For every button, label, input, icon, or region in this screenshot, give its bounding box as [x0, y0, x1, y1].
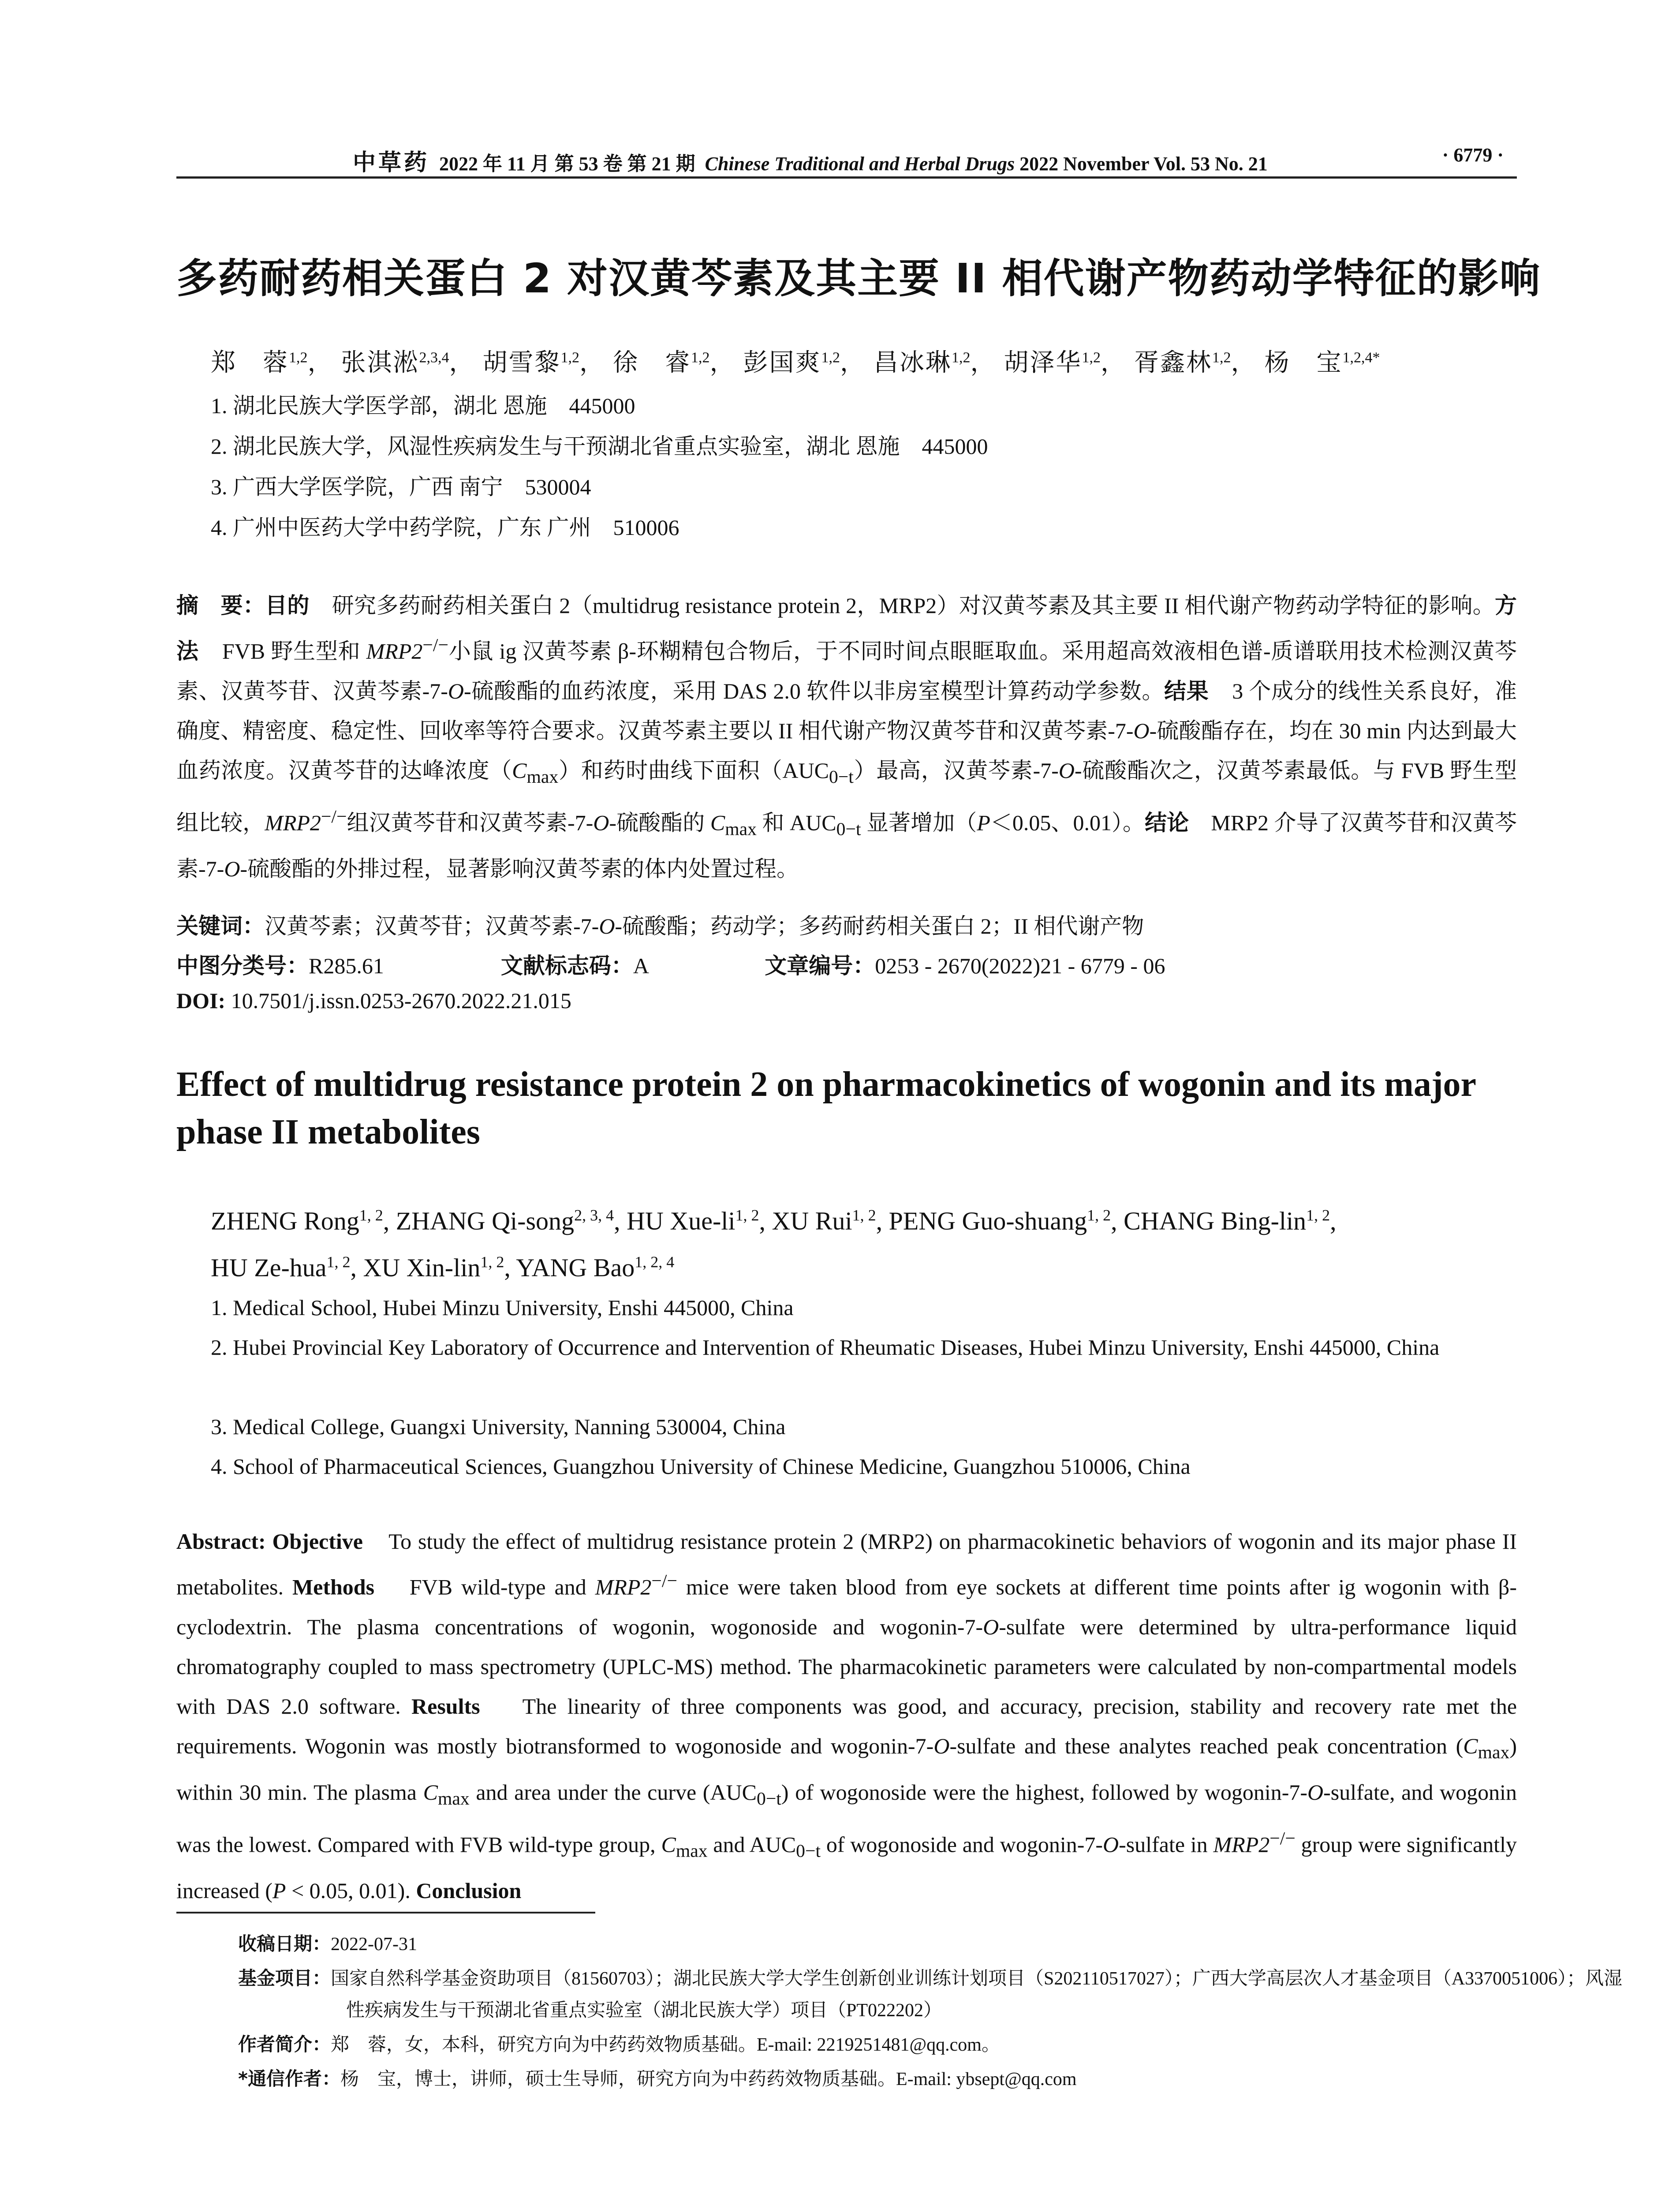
footnote-author: 作者简介：郑 蓉，女，本科，研究方向为中药药效物质基础。E-mail: 2219251481@qq.com。 [238, 2033, 1000, 2055]
footnote-corresponding: *通信作者：杨 宝，博士，讲师，硕士生导师，研究方向为中药药效物质基础。E-mail: ybsept@qq.com [238, 2068, 1077, 2089]
methods-label-cn: 方法 [176, 593, 1517, 664]
author-en: PENG Guo-shuang$^{1, 2}$ [889, 1207, 1111, 1236]
abstract-label-en: Abstract: Objective [176, 1529, 363, 1554]
author-en: HU Xue-li$^{1, 2}$ [627, 1207, 759, 1236]
article-number: 0253 - 2670(2022)21 - 6779 - 06 [875, 953, 1165, 978]
doi-line: DOI: 10.7501/j.issn.0253-2670.2022.21.015 [176, 988, 571, 1013]
abstract-label-cn: 摘 要： [176, 593, 265, 618]
authors-en: ZHENG Rong$^{1, 2}$, ZHANG Qi-song$^{2, 3, 4}$, HU Xue-li$^{1, 2}$, XU Rui$^{1, 2}$, PENG Guo-shuang$^{1, 2}$, CHANG Bing-lin$^{1, 2}$, HU Ze-hua$^{1, 2}$, XU Xin-lin$^{1, 2}$, YANG Bao$^{1, 2, 4}$ [211, 1207, 1337, 1282]
footnote-received: 收稿日期：2022-07-31 [238, 1933, 417, 1955]
author-en: XU Xin-lin$^{1, 2}$ [363, 1253, 504, 1282]
results-label-cn: 结果 [1164, 678, 1209, 704]
authors-cn: 郑 蓉$^{1,2}$， 张淇淞$^{2,3,4}$， 胡雪黎$^{1,2}$， 徐 睿$^{1,2}$， 彭国爽$^{1,2}$， 昌冰琳$^{1,2}$， 胡泽华$^{1,2}$， 胥鑫林$^{1,2}$， 杨 宝$^{1,2,4*}$ [211, 349, 1380, 377]
journal-name-en: Chinese Traditional and Herbal Drugs [705, 153, 1015, 175]
author-cn: 张淇淞$^{2,3,4}$ [341, 349, 449, 377]
author-en: HU Ze-hua$^{1, 2}$ [211, 1253, 351, 1282]
author-cn: 胥鑫林$^{1,2}$ [1134, 349, 1231, 377]
author-cn: 昌冰琳$^{1,2}$ [874, 349, 971, 377]
keywords-cn: 关键词：汉黄芩素；汉黄芩苷；汉黄芩素-7-O-硫酸酯；药动学；多药耐药相关蛋白 2；II 相代谢产物 [176, 913, 1144, 939]
header-rule [176, 176, 1517, 179]
author-cn: 郑 蓉$^{1,2}$ [211, 349, 308, 377]
footnote-fund: 基金项目：国家自然科学基金资助项目（81560703）；湖北民族大学大学生创新创业训练计划项目（S202110517027）；广西大学高层次人才基金项目（A3370051006）；风湿性疾病发生与干预湖北省重点实验室（湖北民族大学）项目（PT022202） [238, 1967, 1623, 2021]
author-en: XU Rui$^{1, 2}$ [772, 1207, 876, 1236]
conclusion-label-en: Conclusion [416, 1878, 522, 1903]
doi-link[interactable]: 10.7501/j.issn.0253-2670.2022.21.015 [231, 988, 571, 1013]
author-en: CHANG Bing-lin$^{1, 2}$ [1124, 1207, 1330, 1236]
classification-line: 中图分类号：R285.61 文献标志码：A 文章编号：0253 - 2670(2022)21 - 6779 - 06 [176, 953, 1165, 979]
methods-label-en: Methods [292, 1574, 375, 1600]
affiliation-en-1: 1. Medical School, Hubei Minzu University, Enshi 445000, China [211, 1295, 794, 1320]
author-en: ZHENG Rong$^{1, 2}$ [211, 1207, 383, 1236]
author-cn: 彭国爽$^{1,2}$ [743, 349, 840, 377]
results-label-en: Results [411, 1693, 480, 1719]
conclusion-label-cn: 结论 [1145, 810, 1189, 836]
affiliation-cn-2: 2. 湖北民族大学，风湿性疾病发生与干预湖北省重点实验室，湖北 恩施 445000 [211, 434, 988, 459]
author-cn: 胡泽华$^{1,2}$ [1004, 349, 1101, 377]
objective-label-cn: 目的 [265, 593, 310, 618]
doc-code: A [633, 953, 648, 978]
author-en: ZHANG Qi-song$^{2, 3, 4}$ [396, 1207, 614, 1236]
abstract-en: Abstract: Objective To study the effect of multidrug resistance protein 2 (MRP2) on pharmacokinetic behaviors of wogonin and its major phase II metabolites. Methods FVB wild-type and MRP2−/− mice were taken blood from eye sockets at different time points after ig wogonin with β-cyclodextrin. The plasma concentrations of wogonin, wogonoside and wogonin-7-O-sulfate were determined by ultra-performance liquid chromatography coupled to mass spectrometry (UPLC-MS) method. The pharmacokinetic parameters were calculated by non-compartmental models with DAS 2.0 software. Results The linearity of three components was good, and accuracy, precision, stability and recovery rate met the requirements. Wogonin was mostly biotransformed to wogonoside and wogonin-7-O-sulfate and these analytes reached peak concentration $(C_{max})$ within 30 min. The plasma $C_{max}$ and area under the curve $(AUC_{0-t})$ of wogonoside were the highest, followed by wogonin-7-O-sulfate, and wogonin was the lowest. Compared with FVB wild-type group, $C_{max}$ and $AUC_{0-t}$ of wogonoside and wogonin-7-O-sulfate in MRP2−/− group were significantly increased (P < 0.05, 0.01). Conclusion [176, 1529, 1517, 1903]
author-cn: 胡雪黎$^{1,2}$ [482, 349, 579, 377]
affiliation-cn-1: 1. 湖北民族大学医学部，湖北 恩施 445000 [211, 393, 635, 418]
affiliation-en-3: 3. Medical College, Guangxi University, Nanning 530004, China [211, 1414, 786, 1439]
author-en: YANG Bao$^{1, 2, 4}$ [516, 1253, 675, 1282]
abstract-cn: 摘 要：目的 研究多药耐药相关蛋白 2（multidrug resistance protein 2，MRP2）对汉黄芩素及其主要 II 相代谢产物药动学特征的影响。方法 FVB 野生型和 MRP2−/−小鼠 ig 汉黄芩素 β-环糊精包合物后，于不同时间点眼眶取血。采用超高效液相色谱-质谱联用技术检测汉黄芩素、汉黄芩苷、汉黄芩素-7-O-硫酸酯的血药浓度，采用 DAS 2.0 软件以非房室模型计算药动学参数。结果 3 个成分的线性关系良好，准确度、精密度、稳定性、回收率等符合要求。汉黄芩素主要以 II 相代谢产物汉黄芩苷和汉黄芩素-7-O-硫酸酯存在，均在 30 min 内达到最大血药浓度。汉黄芩苷的达峰浓度$(C_{max})$和药时曲线下面积$(AUC_{0-t})$最高，汉黄芩素-7-O-硫酸酯次之，汉黄芩素最低。与 FVB 野生型组比较，MRP2−/−组汉黄芩苷和汉黄芩素-7-O-硫酸酯的 $C_{max}$ 和 $AUC_{0-t}$ 显著增加（P＜0.05、0.01）。结论 MRP2 介导了汉黄芩苷和汉黄芩素-7-O-硫酸酯的外排过程，显著影响汉黄芩素的体内处置过程。 [176, 593, 1517, 882]
affiliation-cn-4: 4. 广州中医药大学中药学院，广东 广州 510006 [211, 515, 679, 540]
title-cn: 多药耐药相关蛋白 2 对汉黄芩素及其主要 II 相代谢产物药动学特征的影响 [176, 255, 1541, 302]
running-header [176, 140, 1517, 176]
journal-name-cn: 中草药 [353, 150, 430, 176]
footnote-rule [176, 1912, 595, 1913]
affiliation-cn-3: 3. 广西大学医学院，广西 南宁 530004 [211, 475, 591, 499]
clc-number: R285.61 [309, 953, 384, 978]
affiliation-en-4: 4. School of Pharmaceutical Sciences, Guangzhou University of Chinese Medicine, Guangzhou 510006, China [211, 1454, 1191, 1479]
title-en: Effect of multidrug resistance protein 2 on pharmacokinetics of wogonin and its major phase II metabolites [176, 1065, 1476, 1151]
page-number: · 6779 · [1442, 144, 1504, 166]
header-citation [353, 144, 1268, 177]
author-cn: 徐 睿$^{1,2}$ [613, 349, 710, 377]
affiliation-en-2: 2. Hubei Provincial Key Laboratory of Occurrence and Intervention of Rheumatic Diseases, Hubei Minzu University, Enshi 445000, China [211, 1335, 1440, 1360]
author-cn: 杨 宝$^{1,2,4*}$ [1264, 349, 1380, 377]
issue-en: 2022 November Vol. 53 No. 21 [1019, 153, 1268, 175]
issue-cn: 2022 年 11 月 第 53 卷 第 21 期 [439, 153, 695, 175]
